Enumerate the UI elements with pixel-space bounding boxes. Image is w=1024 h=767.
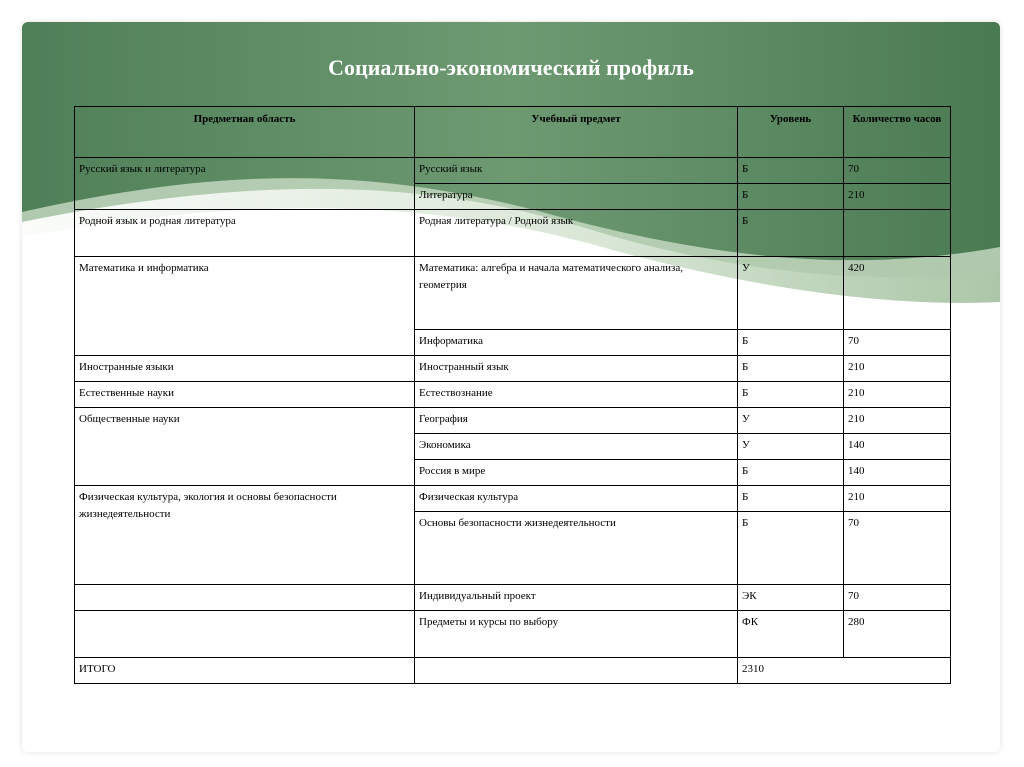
level-cell: Б [738, 210, 844, 257]
curriculum-table [74, 106, 951, 684]
subject-cell: Родная литература / Родной язык [415, 210, 738, 257]
total-value: 2310 [738, 658, 951, 684]
table-row [75, 158, 951, 184]
level-cell: Б [738, 356, 844, 382]
table-row [75, 257, 951, 330]
header-area: Предметная область [75, 107, 415, 158]
table-row [75, 356, 951, 382]
hours-cell: 140 [844, 434, 951, 460]
total-subject-cell [415, 658, 738, 684]
subject-cell: Физическая культура [415, 486, 738, 512]
hours-cell: 210 [844, 408, 951, 434]
subject-cell: Индивидуальный проект [415, 585, 738, 611]
level-cell: Б [738, 184, 844, 210]
area-cell: Физическая культура, экология и основы безопасности жизнедеятельности [75, 486, 415, 585]
table-row [75, 486, 951, 512]
level-cell: ФК [738, 611, 844, 658]
hours-cell: 210 [844, 382, 951, 408]
table-row [75, 210, 951, 257]
area-cell [75, 611, 415, 658]
area-cell: Родной язык и родная литература [75, 210, 415, 257]
table-row [75, 611, 951, 658]
level-cell: ЭК [738, 585, 844, 611]
header-subject: Учебный предмет [415, 107, 738, 158]
hours-cell: 280 [844, 611, 951, 658]
area-cell: Русский язык и литература [75, 158, 415, 210]
level-cell: Б [738, 460, 844, 486]
hours-cell: 210 [844, 356, 951, 382]
slide-title: Социально-экономический профиль [328, 55, 694, 80]
hours-cell: 70 [844, 158, 951, 184]
table-header-row [75, 107, 951, 158]
table-row [75, 382, 951, 408]
subject-cell: Русский язык [415, 158, 738, 184]
hours-cell: 70 [844, 585, 951, 611]
subject-cell: Экономика [415, 434, 738, 460]
subject-cell: Иностранный язык [415, 356, 738, 382]
table-row [75, 408, 951, 434]
level-cell: У [738, 408, 844, 434]
subject-cell: Основы безопасности жизнедеятельности [415, 512, 738, 585]
level-cell: Б [738, 486, 844, 512]
level-cell: У [738, 434, 844, 460]
area-cell: Общественные науки [75, 408, 415, 486]
subject-cell: Информатика [415, 330, 738, 356]
subject-cell: Литература [415, 184, 738, 210]
table-row [75, 585, 951, 611]
level-cell: У [738, 257, 844, 330]
hours-cell: 210 [844, 184, 951, 210]
total-row [75, 658, 951, 684]
level-cell: Б [738, 512, 844, 585]
hours-cell [844, 210, 951, 257]
subject-cell: Россия в мире [415, 460, 738, 486]
area-cell [75, 585, 415, 611]
area-cell: Математика и информатика [75, 257, 415, 356]
level-cell: Б [738, 382, 844, 408]
slide [22, 22, 1000, 752]
level-cell: Б [738, 158, 844, 184]
header-level: Уровень [738, 107, 844, 158]
header-hours: Количество часов [844, 107, 951, 158]
subject-cell: Предметы и курсы по выбору [415, 611, 738, 658]
subject-cell: Естествознание [415, 382, 738, 408]
area-cell: Иностранные языки [75, 356, 415, 382]
subject-cell: Математика: алгебра и начала математического анализа, геометрия [415, 257, 738, 330]
hours-cell: 210 [844, 486, 951, 512]
hours-cell: 70 [844, 512, 951, 585]
area-cell: Естественные науки [75, 382, 415, 408]
hours-cell: 70 [844, 330, 951, 356]
level-cell: Б [738, 330, 844, 356]
total-label: ИТОГО [75, 658, 415, 684]
hours-cell: 140 [844, 460, 951, 486]
hours-cell: 420 [844, 257, 951, 330]
subject-cell: География [415, 408, 738, 434]
